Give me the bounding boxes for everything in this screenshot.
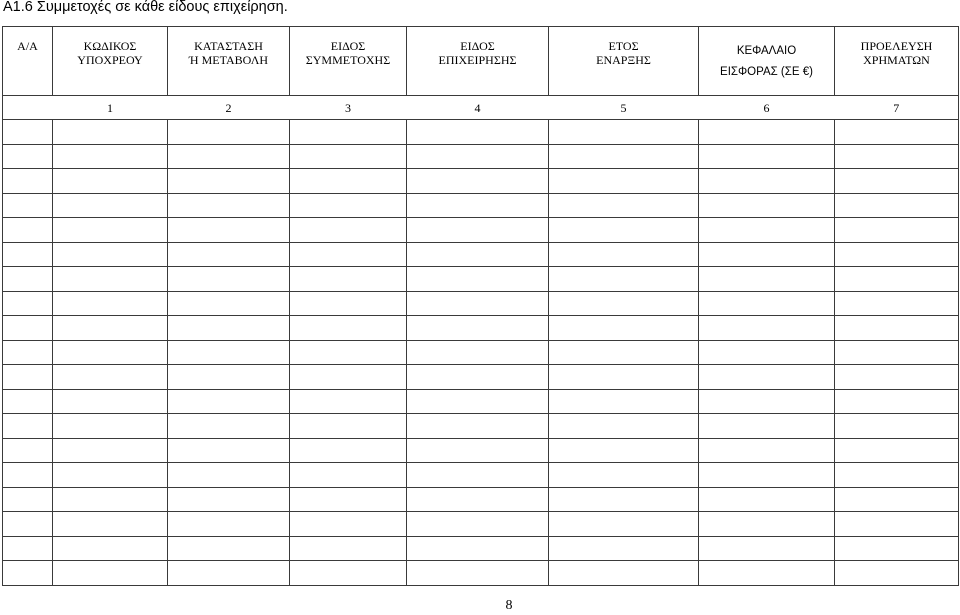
table-cell[interactable]: [3, 438, 53, 463]
table-body: [3, 120, 959, 586]
table-cell[interactable]: [53, 291, 168, 316]
table-cell[interactable]: [835, 218, 959, 243]
header-business-type: ΕΙΔΟΣ ΕΠΙΧΕΙΡΗΣΗΣ: [407, 27, 549, 96]
table-row: [3, 536, 959, 561]
table-cell[interactable]: [699, 389, 835, 414]
table-cell[interactable]: [835, 340, 959, 365]
table-cell[interactable]: [699, 512, 835, 537]
table-cell[interactable]: [699, 291, 835, 316]
table-cell[interactable]: [699, 218, 835, 243]
table-cell[interactable]: [835, 316, 959, 341]
table-cell[interactable]: [168, 414, 290, 439]
table-cell[interactable]: [3, 340, 53, 365]
table-cell[interactable]: [407, 438, 549, 463]
table-cell[interactable]: [699, 120, 835, 145]
table-cell[interactable]: [290, 414, 407, 439]
table-cell[interactable]: [549, 487, 699, 512]
table-row: [3, 414, 959, 439]
header-money-origin: ΠΡΟΕΛΕΥΣΗ ΧΡΗΜΑΤΩΝ: [835, 27, 959, 96]
table-cell[interactable]: [168, 169, 290, 194]
table-cell[interactable]: [3, 536, 53, 561]
table-cell[interactable]: [549, 438, 699, 463]
column-number: 3: [290, 96, 407, 120]
table-cell[interactable]: [407, 561, 549, 586]
table-cell[interactable]: [53, 193, 168, 218]
table-row: [3, 144, 959, 169]
table-cell[interactable]: [53, 144, 168, 169]
table-cell[interactable]: [549, 169, 699, 194]
table-row: [3, 316, 959, 341]
table-cell[interactable]: [168, 536, 290, 561]
table-cell[interactable]: [835, 267, 959, 292]
table-cell[interactable]: [407, 120, 549, 145]
table-cell[interactable]: [835, 193, 959, 218]
table-cell[interactable]: [3, 218, 53, 243]
table-cell[interactable]: [168, 120, 290, 145]
table-cell[interactable]: [168, 144, 290, 169]
table-cell[interactable]: [290, 316, 407, 341]
table-cell[interactable]: [407, 389, 549, 414]
table-cell[interactable]: [53, 242, 168, 267]
table-cell[interactable]: [699, 267, 835, 292]
table-cell[interactable]: [549, 463, 699, 488]
table-cell[interactable]: [168, 340, 290, 365]
table-cell[interactable]: [835, 512, 959, 537]
table-cell[interactable]: [168, 267, 290, 292]
table-row: [3, 512, 959, 537]
table-cell[interactable]: [53, 463, 168, 488]
table-row: [3, 463, 959, 488]
table-cell[interactable]: [835, 438, 959, 463]
table-cell[interactable]: [168, 193, 290, 218]
table-cell[interactable]: [168, 316, 290, 341]
column-number-row: [3, 96, 959, 120]
header-start-year: ΕΤΟΣ ΕΝΑΡΞΗΣ: [549, 27, 699, 96]
column-number: 2: [168, 96, 290, 120]
table-cell[interactable]: [53, 414, 168, 439]
table-cell[interactable]: [407, 169, 549, 194]
table-cell[interactable]: [290, 218, 407, 243]
table-cell[interactable]: [168, 438, 290, 463]
table-cell[interactable]: [290, 242, 407, 267]
table-cell[interactable]: [290, 536, 407, 561]
column-number: 7: [835, 96, 959, 120]
table-cell[interactable]: [835, 365, 959, 390]
table-cell[interactable]: [290, 561, 407, 586]
table-cell[interactable]: [407, 414, 549, 439]
table-cell[interactable]: [3, 365, 53, 390]
table-cell[interactable]: [549, 267, 699, 292]
table-cell[interactable]: [3, 316, 53, 341]
table-cell[interactable]: [290, 389, 407, 414]
table-cell[interactable]: [168, 463, 290, 488]
section-title: A1.6 Συμμετοχές σε κάθε είδους επιχείρηση.: [3, 0, 288, 15]
table-cell[interactable]: [3, 512, 53, 537]
table-cell[interactable]: [290, 291, 407, 316]
table-cell[interactable]: [407, 463, 549, 488]
table-cell[interactable]: [290, 340, 407, 365]
table-row: [3, 365, 959, 390]
column-number: 4: [407, 96, 549, 120]
table-cell[interactable]: [53, 365, 168, 390]
table-cell[interactable]: [290, 487, 407, 512]
table-cell[interactable]: [3, 242, 53, 267]
header-capital-contribution: ΚΕΦΑΛΑΙΟ ΕΙΣΦΟΡΑΣ (ΣΕ €): [699, 27, 835, 96]
table-row: [3, 389, 959, 414]
table-cell[interactable]: [835, 291, 959, 316]
table-cell[interactable]: [699, 414, 835, 439]
table-cell[interactable]: [549, 316, 699, 341]
table-cell[interactable]: [549, 144, 699, 169]
table-cell[interactable]: [168, 561, 290, 586]
table-row: [3, 438, 959, 463]
table-cell[interactable]: [290, 169, 407, 194]
table-cell[interactable]: [53, 561, 168, 586]
table-cell[interactable]: [407, 267, 549, 292]
table-cell[interactable]: [168, 291, 290, 316]
table-cell[interactable]: [53, 389, 168, 414]
table-cell[interactable]: [835, 536, 959, 561]
table-cell[interactable]: [407, 218, 549, 243]
table-cell[interactable]: [835, 414, 959, 439]
table-cell[interactable]: [549, 365, 699, 390]
table-cell[interactable]: [3, 487, 53, 512]
table-cell[interactable]: [549, 536, 699, 561]
table-cell[interactable]: [168, 218, 290, 243]
table-cell[interactable]: [549, 512, 699, 537]
table-row: [3, 267, 959, 292]
table-cell[interactable]: [3, 389, 53, 414]
table-cell[interactable]: [699, 438, 835, 463]
column-number: 5: [549, 96, 699, 120]
table-cell[interactable]: [53, 120, 168, 145]
table-cell[interactable]: [290, 193, 407, 218]
table-cell[interactable]: [835, 169, 959, 194]
header-obligor-code: ΚΩΔΙΚΟΣ ΥΠΟΧΡΕΟΥ: [53, 27, 168, 96]
table-cell[interactable]: [53, 487, 168, 512]
table-cell[interactable]: [699, 169, 835, 194]
table-cell[interactable]: [835, 463, 959, 488]
table-cell[interactable]: [549, 291, 699, 316]
table-cell[interactable]: [549, 340, 699, 365]
table-row: [3, 169, 959, 194]
table-cell[interactable]: [3, 463, 53, 488]
table-cell[interactable]: [835, 561, 959, 586]
table-cell[interactable]: [290, 365, 407, 390]
participations-table: [2, 26, 959, 586]
table-cell[interactable]: [3, 169, 53, 194]
table-row: [3, 340, 959, 365]
table-cell[interactable]: [290, 438, 407, 463]
table-cell[interactable]: [290, 144, 407, 169]
table-cell[interactable]: [3, 193, 53, 218]
table-row: [3, 242, 959, 267]
table-cell[interactable]: [407, 487, 549, 512]
table-cell[interactable]: [699, 463, 835, 488]
table-cell[interactable]: [53, 340, 168, 365]
table-cell[interactable]: [699, 340, 835, 365]
table-cell[interactable]: [835, 144, 959, 169]
table-cell[interactable]: [3, 267, 53, 292]
table-cell[interactable]: [407, 193, 549, 218]
table-cell[interactable]: [835, 389, 959, 414]
table-cell[interactable]: [699, 316, 835, 341]
table-cell[interactable]: [407, 365, 549, 390]
table-cell[interactable]: [3, 414, 53, 439]
table-cell[interactable]: [168, 512, 290, 537]
table-cell[interactable]: [53, 512, 168, 537]
table-cell[interactable]: [549, 414, 699, 439]
header-row: [3, 27, 959, 96]
table-cell[interactable]: [53, 316, 168, 341]
table-row: [3, 218, 959, 243]
table-cell[interactable]: [407, 242, 549, 267]
table-cell[interactable]: [549, 218, 699, 243]
table-cell[interactable]: [407, 291, 549, 316]
table-row: [3, 193, 959, 218]
table-cell[interactable]: [3, 120, 53, 145]
table-cell[interactable]: [53, 169, 168, 194]
table-cell[interactable]: [549, 389, 699, 414]
table-cell[interactable]: [699, 242, 835, 267]
table-cell[interactable]: [699, 536, 835, 561]
table-cell[interactable]: [407, 512, 549, 537]
table-cell[interactable]: [3, 561, 53, 586]
table-cell[interactable]: [53, 218, 168, 243]
table-cell[interactable]: [549, 120, 699, 145]
table-cell[interactable]: [168, 365, 290, 390]
table-cell[interactable]: [699, 365, 835, 390]
table-cell[interactable]: [407, 144, 549, 169]
column-number: 6: [699, 96, 835, 120]
table-cell[interactable]: [3, 144, 53, 169]
table-cell[interactable]: [699, 561, 835, 586]
header-aa: Α/Α: [3, 27, 53, 96]
table-cell[interactable]: [168, 487, 290, 512]
column-number: 1: [53, 96, 168, 120]
table-row: [3, 561, 959, 586]
table-row: [3, 487, 959, 512]
table-cell[interactable]: [3, 291, 53, 316]
table-cell[interactable]: [699, 193, 835, 218]
table-row: [3, 120, 959, 145]
table-cell[interactable]: [53, 267, 168, 292]
table-cell[interactable]: [549, 242, 699, 267]
table-cell[interactable]: [290, 512, 407, 537]
table-cell[interactable]: [53, 438, 168, 463]
table-cell[interactable]: [835, 487, 959, 512]
column-number: [3, 96, 53, 120]
header-status: ΚΑΤΑΣΤΑΣΗ Ή ΜΕΤΑΒΟΛΗ: [168, 27, 290, 96]
table-cell[interactable]: [549, 193, 699, 218]
table-cell[interactable]: [699, 487, 835, 512]
table-cell[interactable]: [290, 267, 407, 292]
table-cell[interactable]: [407, 340, 549, 365]
page-number: 8: [505, 598, 513, 613]
table-cell[interactable]: [835, 242, 959, 267]
header-participation-type: ΕΙΔΟΣ ΣΥΜΜΕΤΟΧΗΣ: [290, 27, 407, 96]
table-cell[interactable]: [835, 120, 959, 145]
table-row: [3, 291, 959, 316]
table-cell[interactable]: [290, 120, 407, 145]
table-cell[interactable]: [168, 389, 290, 414]
table-cell[interactable]: [699, 144, 835, 169]
table-cell[interactable]: [290, 463, 407, 488]
table-cell[interactable]: [549, 561, 699, 586]
table-cell[interactable]: [168, 242, 290, 267]
table-cell[interactable]: [53, 536, 168, 561]
table-cell[interactable]: [407, 536, 549, 561]
table-cell[interactable]: [407, 316, 549, 341]
